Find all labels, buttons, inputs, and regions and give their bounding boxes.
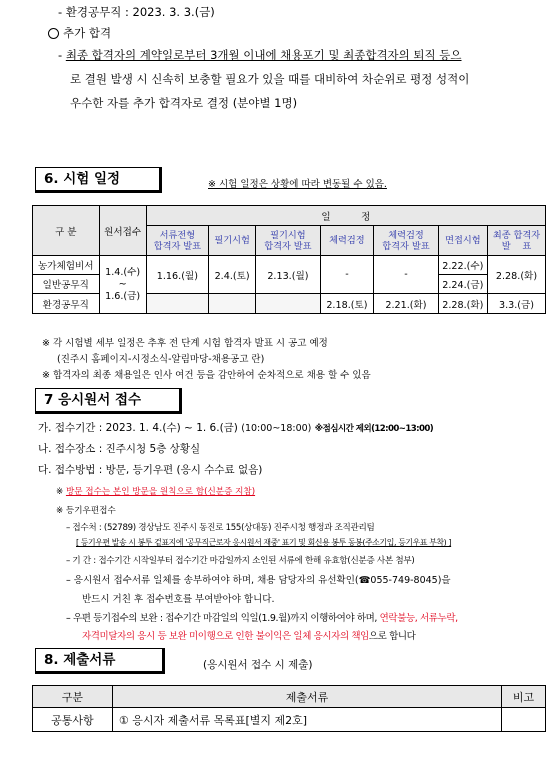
th-doc-list: 제출서류: [112, 686, 501, 708]
doc-row-item: ① 응시자 제출서류 목록표[별지 제2호]: [112, 708, 501, 732]
documents-table: [32, 685, 546, 732]
schedule-table: [32, 205, 546, 314]
section7-title: 7 응시원서 접수: [35, 388, 182, 414]
additional-pass-line1: [58, 47, 462, 63]
mail-warn-text: – 우편 등기접수의 보완 : 접수기간 마감일의 익일(1.9.월)까지 이행하여야 하며,: [66, 613, 378, 624]
th-written: 필기시험: [208, 226, 255, 256]
physical-date: 2.18.(토): [320, 294, 374, 314]
exam-date-env: - 환경공무직 : 2023. 3. 3.(금): [58, 5, 215, 19]
additional-pass-line3: 우수한 자를 추가 합격자로 결정 (분야별 1명): [70, 96, 298, 110]
mail-warn-end: 으로 합니다: [368, 631, 416, 642]
section8-subtitle: (응시원서 접수 시 제출): [203, 659, 313, 671]
method-line: [38, 462, 262, 477]
th-physical: 체력검정: [320, 226, 374, 256]
mail-period: – 기 간 : 접수기간 시작일부터 접수기간 마감일까지 소인된 서류에 한해 유효함(신분증 사본 첨부): [66, 556, 415, 566]
visit-note-text: 방문 접수는 본인 방문을 원칙으로 함(신분증 지참): [65, 487, 256, 497]
visit-note: [56, 485, 255, 497]
circle-bullet-icon: [48, 28, 59, 39]
mail-warn-1: [66, 610, 458, 624]
physical-result-dash: -: [374, 256, 438, 294]
schedule-note-text: ※ 시험 일정은 상황에 따라 변동될 수 있음.: [208, 179, 387, 190]
th-doc-category: 구분: [33, 686, 113, 708]
written-result-date: 2.13.(월): [256, 256, 320, 294]
mail-confirm-2: 반드시 거친 후 접수번호를 부여받아야 합니다.: [82, 594, 275, 605]
th-final: 최종 합격자 발 표: [488, 226, 546, 256]
mail-confirm-1: – 응시원서 접수서류 일체를 송부하여야 하며, 채용 담당자의 유선확인(☎055-749-8045)을: [66, 575, 451, 586]
mail-title: ※ 등기우편접수: [56, 506, 116, 516]
period-label: 가. 접수기간 :: [38, 422, 103, 434]
place-label: 나. 접수장소 :: [38, 443, 103, 455]
row-name-3: 환경공무직: [33, 294, 100, 314]
th-schedule: 일 정: [146, 206, 545, 226]
place-value: 진주시청 5층 상황실: [105, 443, 201, 455]
method-value: 방문, 등기우편 (응시 수수료 없음): [105, 464, 263, 476]
empty-cell-doc: [146, 294, 208, 314]
empty-cell-written: [208, 294, 255, 314]
place-line: [38, 441, 200, 456]
mail-warn-red-2: 자격미달자의 응시 등 보완 미이행으로 인한 불이익은 일체 응시자의 책임: [82, 631, 369, 642]
application-period: 1.4.(수) ~ 1.6.(금): [99, 256, 146, 314]
written-date: 2.4.(토): [208, 256, 255, 294]
doc-row-category: 공통사항: [33, 708, 113, 732]
additional-pass-line2: 로 결원 발생 시 신속히 보충할 필요가 있을 때를 대비하여 차순위로 평정 성적이: [70, 72, 470, 86]
period-note: ※점심시간 제외(12:00~13:00): [314, 424, 434, 434]
additional-pass-heading: [48, 25, 111, 41]
additional-pass-title: 추가 합격: [63, 26, 112, 40]
interview-date-2: 2.24.(금): [438, 275, 487, 294]
th-interview: 면접시험: [438, 226, 487, 256]
physical-result-date: 2.21.(화): [374, 294, 438, 314]
final-date-1: 2.28.(화): [488, 256, 546, 294]
dash-prefix: -: [58, 48, 66, 62]
period-value: 2023. 1. 4.(수) ~ 1. 6.(금): [105, 422, 238, 434]
th-doc-result: 서류전형 합격자 발표: [146, 226, 208, 256]
period-time: (10:00~18:00): [241, 423, 312, 434]
th-category: 구 분: [33, 206, 100, 256]
note-mark: ※: [56, 487, 64, 497]
section8-title: 8. 제출서류: [35, 648, 165, 674]
mail-address: – 접수처 : (52789) 경상남도 진주시 동진로 155(상대동) 진주시청 행정과 조직관리팀: [66, 523, 375, 533]
th-written-result: 필기시험 합격자 발표: [256, 226, 320, 256]
th-doc-note: 비고: [502, 686, 546, 708]
section6-note: [208, 176, 387, 190]
additional-pass-text-1: 최종 합격자의 계약일로부터 3개월 이내에 채용포기 및 최종합격자의 퇴직 등으: [65, 48, 462, 62]
empty-cell-written-result: [256, 294, 320, 314]
schedule-note-1: ※ 각 시험별 세부 일정은 추후 전 단계 시험 합격자 발표 시 공고 예정: [42, 338, 328, 349]
method-label: 다. 접수방법 :: [38, 464, 103, 476]
mail-envelope-text: [ 등기우편 발송 시 봉투 겉표지에 '공무직근로자 응시원서 재중' 표기 및 회신용 봉투 동봉(주소기입, 등기우표 부착) ]: [76, 538, 452, 547]
physical-dash: -: [320, 256, 374, 294]
row-name-1: 농가체험비서: [33, 256, 100, 275]
final-date-2: 3.3.(금): [488, 294, 546, 314]
mail-warn-red-1: 연락불능, 서류누락,: [379, 613, 458, 624]
schedule-note-3: ※ 합격자의 최종 채용일은 인사 여건 등을 감안하여 순차적으로 채용 할 수 있음: [42, 370, 371, 381]
interview-date-3: 2.28.(화): [438, 294, 487, 314]
section6-title: 6. 시험 일정: [35, 167, 162, 193]
mail-envelope: [76, 537, 451, 548]
doc-result-date: 1.16.(월): [146, 256, 208, 294]
doc-row-note: [502, 708, 546, 732]
row-name-2: 일반공무직: [33, 275, 100, 294]
th-physical-result: 체력검정 합격자 발표: [374, 226, 438, 256]
mail-warn-2: [82, 628, 415, 642]
interview-date-1: 2.22.(수): [438, 256, 487, 275]
period-line: [38, 420, 433, 435]
schedule-note-2: (진주시 홈페이지-시정소식-알림마당-채용공고 란): [57, 354, 265, 365]
th-application: 원서접수: [99, 206, 146, 256]
